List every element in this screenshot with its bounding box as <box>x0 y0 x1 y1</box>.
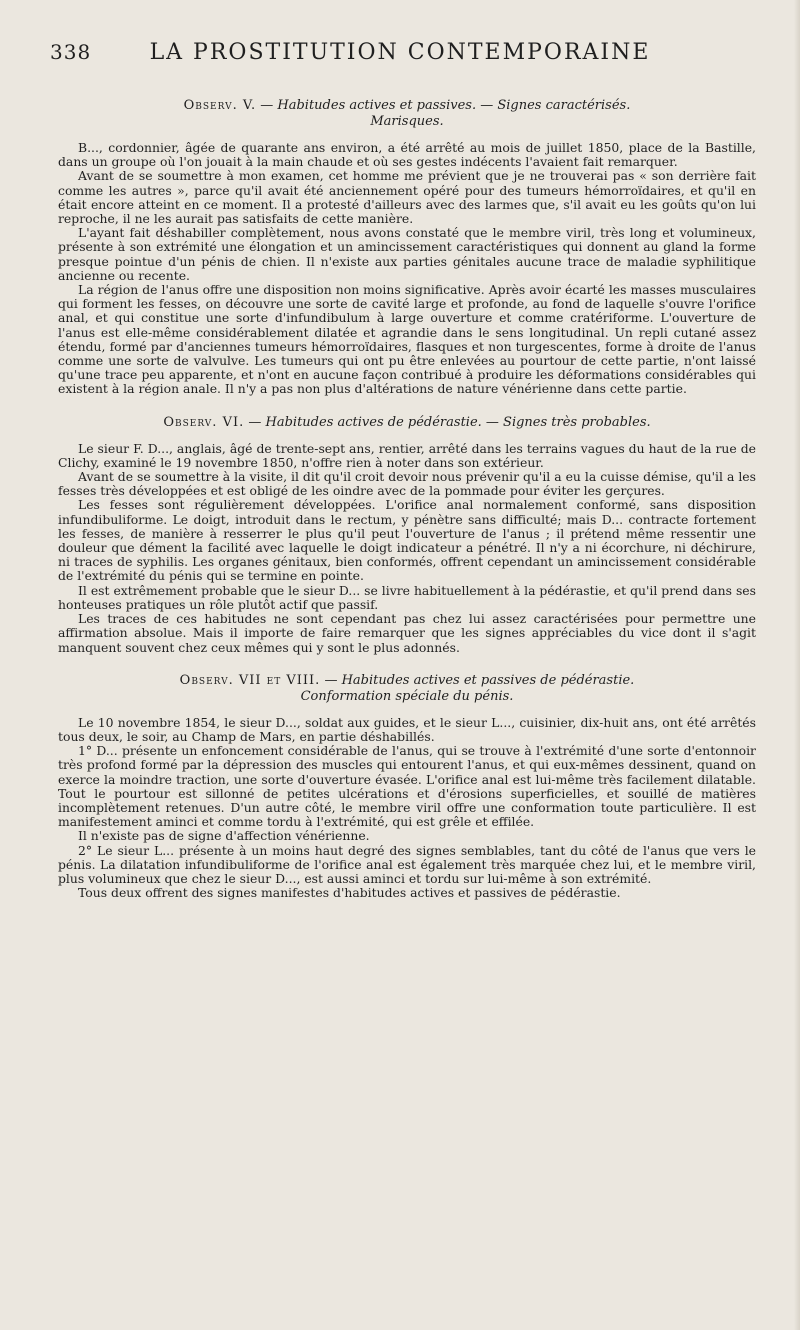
paragraph: Tous deux offrent des signes manifestes d'habitudes actives et passives de pédérastie. <box>78 885 621 901</box>
observation-v <box>58 98 756 397</box>
paragraph: La région de l'anus offre une disposition non moins significative. Après avoir écarté les masses musculaires qui forment les fesses, on découvre une sorte de cavité large et profonde, au fond de laquelle s'ouvre l'orifice anal, et qui constitue une sorte d'infundibulum à large ouverture et comme cratériforme. L'ouverture de l'anus est elle-même considérablement dilatée et agrandie dans le sens longitudinal. Un repli cutané assez étendu, formé par d'anciennes tumeurs hémorroïdaires, flasques et non turgescentes, forme à droite de l'anus comme une sorte de valvulve. Les tumeurs qui ont pu être enlevées au pourtour de cette partie, n'ont laissé qu'une trace peu apparente, et n'ont en aucune façon contribué à produire les déformations considérables qui existent à la région anale. Il n'y a pas non plus d'altérations de nature vénérienne dans cette partie. <box>58 282 756 397</box>
observation-title: Habitudes actives et passives de pédérastie. <box>341 672 635 688</box>
heading-dash: — <box>248 414 262 430</box>
observation-vii-viii <box>58 673 756 901</box>
observation-heading <box>58 415 756 431</box>
observation-title: Habitudes actives et passives. — Signes caractérisés. <box>277 98 631 113</box>
heading-dash: — <box>324 672 338 688</box>
paragraph: Avant de se soumettre à mon examen, cet homme me prévient que je ne trouverai pas « son derrière fait comme les autres », parce qu'il avait été anciennement opéré pour des tumeurs hémorroïdaires, et qu'il en était encore atteint en ce moment. Il a protesté d'ailleurs avec des larmes que, s'il avait eu les goûts qu'on lui reproche, il ne les aurait pas satisfaits de cette manière. <box>58 168 756 227</box>
paragraph: Les fesses sont régulièrement développées. L'orifice anal normalement conformé, sans disposition infundibuliforme. Le doigt, introduit dans le rectum, y pénètre sans difficulté; mais D... contracte fortement les fesses, de manière à resserrer le plus qu'il peut l'ouverture de l'anus ; il prétend même ressentir une douleur que dément la facilité avec laquelle le doigt indicateur a pénétré. Il n'y a ni écorchure, ni déchirure, ni traces de syphilis. Les organes génitaux, bien conformés, offrent cependant un amincissement considérable de l'extrémité du pénis qui se termine en pointe. <box>58 497 756 584</box>
observation-label: Observ. V. <box>183 98 257 113</box>
observation-label: Observ. VI. <box>163 414 245 430</box>
page-edge <box>794 0 800 1330</box>
paragraph: Il n'existe pas de signe d'affection vénérienne. <box>78 828 370 844</box>
observation-heading <box>58 673 756 705</box>
paragraph: B..., cordonnier, âgée de quarante ans environ, a été arrêté au mois de juillet 1850, place de la Bastille, dans un groupe où l'on jouait à la main chaude et où ses gestes indécents l'avaient fait remarquer. <box>58 140 756 170</box>
page-body <box>58 98 756 918</box>
paragraph: Avant de se soumettre à la visite, il dit qu'il croit devoir nous prévenir qu'il a eu la cuisse démise, qu'il a les fesses très développées et est obligé de les oindre avec de la pommade pour éviter les gerçures. <box>58 469 756 499</box>
page-header <box>50 40 750 80</box>
observation-label: Observ. VII et VIII. <box>179 672 321 688</box>
paragraph: Le sieur F. D..., anglais, âgé de trente-sept ans, rentier, arrêté dans les terrains vagues du haut de la rue de Clichy, examiné le 19 novembre 1850, n'offre rien à noter dans son extérieur. <box>58 440 756 470</box>
paragraph: Le 10 novembre 1854, le sieur D..., soldat aux guides, et le sieur L..., cuisinier, dix-huit ans, ont été arrêtés tous deux, le soir, au Champ de Mars, en partie déshabillés. <box>58 714 756 744</box>
observation-vi <box>58 415 756 655</box>
paragraph: Il est extrêmement probable que le sieur D... se livre habituellement à la pédérastie, et qu'il prend dans ses honteuses pratiques un rôle plutôt actif que passif. <box>58 582 756 612</box>
paragraph: 2° Le sieur L... présente à un moins haut degré des signes semblables, tant du côté de l'anus que vers le pénis. La dilatation infundibuliforme de l'orifice anal est également très marquée chez lui, et le membre viril, plus volumineux que chez le sieur D..., est aussi aminci et tordu sur lui-même à son extrémité. <box>58 842 756 886</box>
heading-dash: — <box>260 98 274 113</box>
observation-subtitle: Marisques. <box>370 114 444 129</box>
running-title: LA PROSTITUTION CONTEMPORAINE <box>149 40 651 65</box>
paragraph: L'ayant fait déshabiller complètement, nous avons constaté que le membre viril, très long et volumineux, présente à son extrémité une élongation et un amincissement caractéristiques qui donnent au gland la forme presque pointue d'un pénis de chien. Il n'existe aux parties génitales aucune trace de maladie syphilitique ancienne ou recente. <box>58 225 756 283</box>
paragraph: Les traces de ces habitudes ne sont cependant pas chez lui assez caractérisées pour permettre une affirmation absolue. Mais il importe de faire remarquer que les signes appréciables du vice dont il s'agit manquent souvent chez ceux mêmes qui y sont le plus adonnés. <box>58 611 756 655</box>
observation-heading <box>58 98 756 130</box>
paragraph: 1° D... présente un enfoncement considérable de l'anus, qui se trouve à l'extrémité d'une sorte d'entonnoir très profond formé par la dépression des muscles qui entourent l'anus, et qui eux-mêmes dessinent, quand on exerce la moindre traction, une sorte d'ouverture évasée. L'orifice anal est lui-même très facilement dilatable. Tout le pourtour est sillonné de petites ulcérations et d'érosions superficielles, et souillé de matières incomplètement retenues. D'un autre côté, le membre viril offre une conformation toute particulière. Il est manifestement aminci et comme tordu à l'extrémité, qui est grêle et effilée. <box>58 743 756 830</box>
observation-title: Habitudes actives de pédérastie. — Signes très probables. <box>265 414 651 430</box>
page-number: 338 <box>50 40 92 64</box>
observation-subtitle: Conformation spéciale du pénis. <box>300 688 514 704</box>
